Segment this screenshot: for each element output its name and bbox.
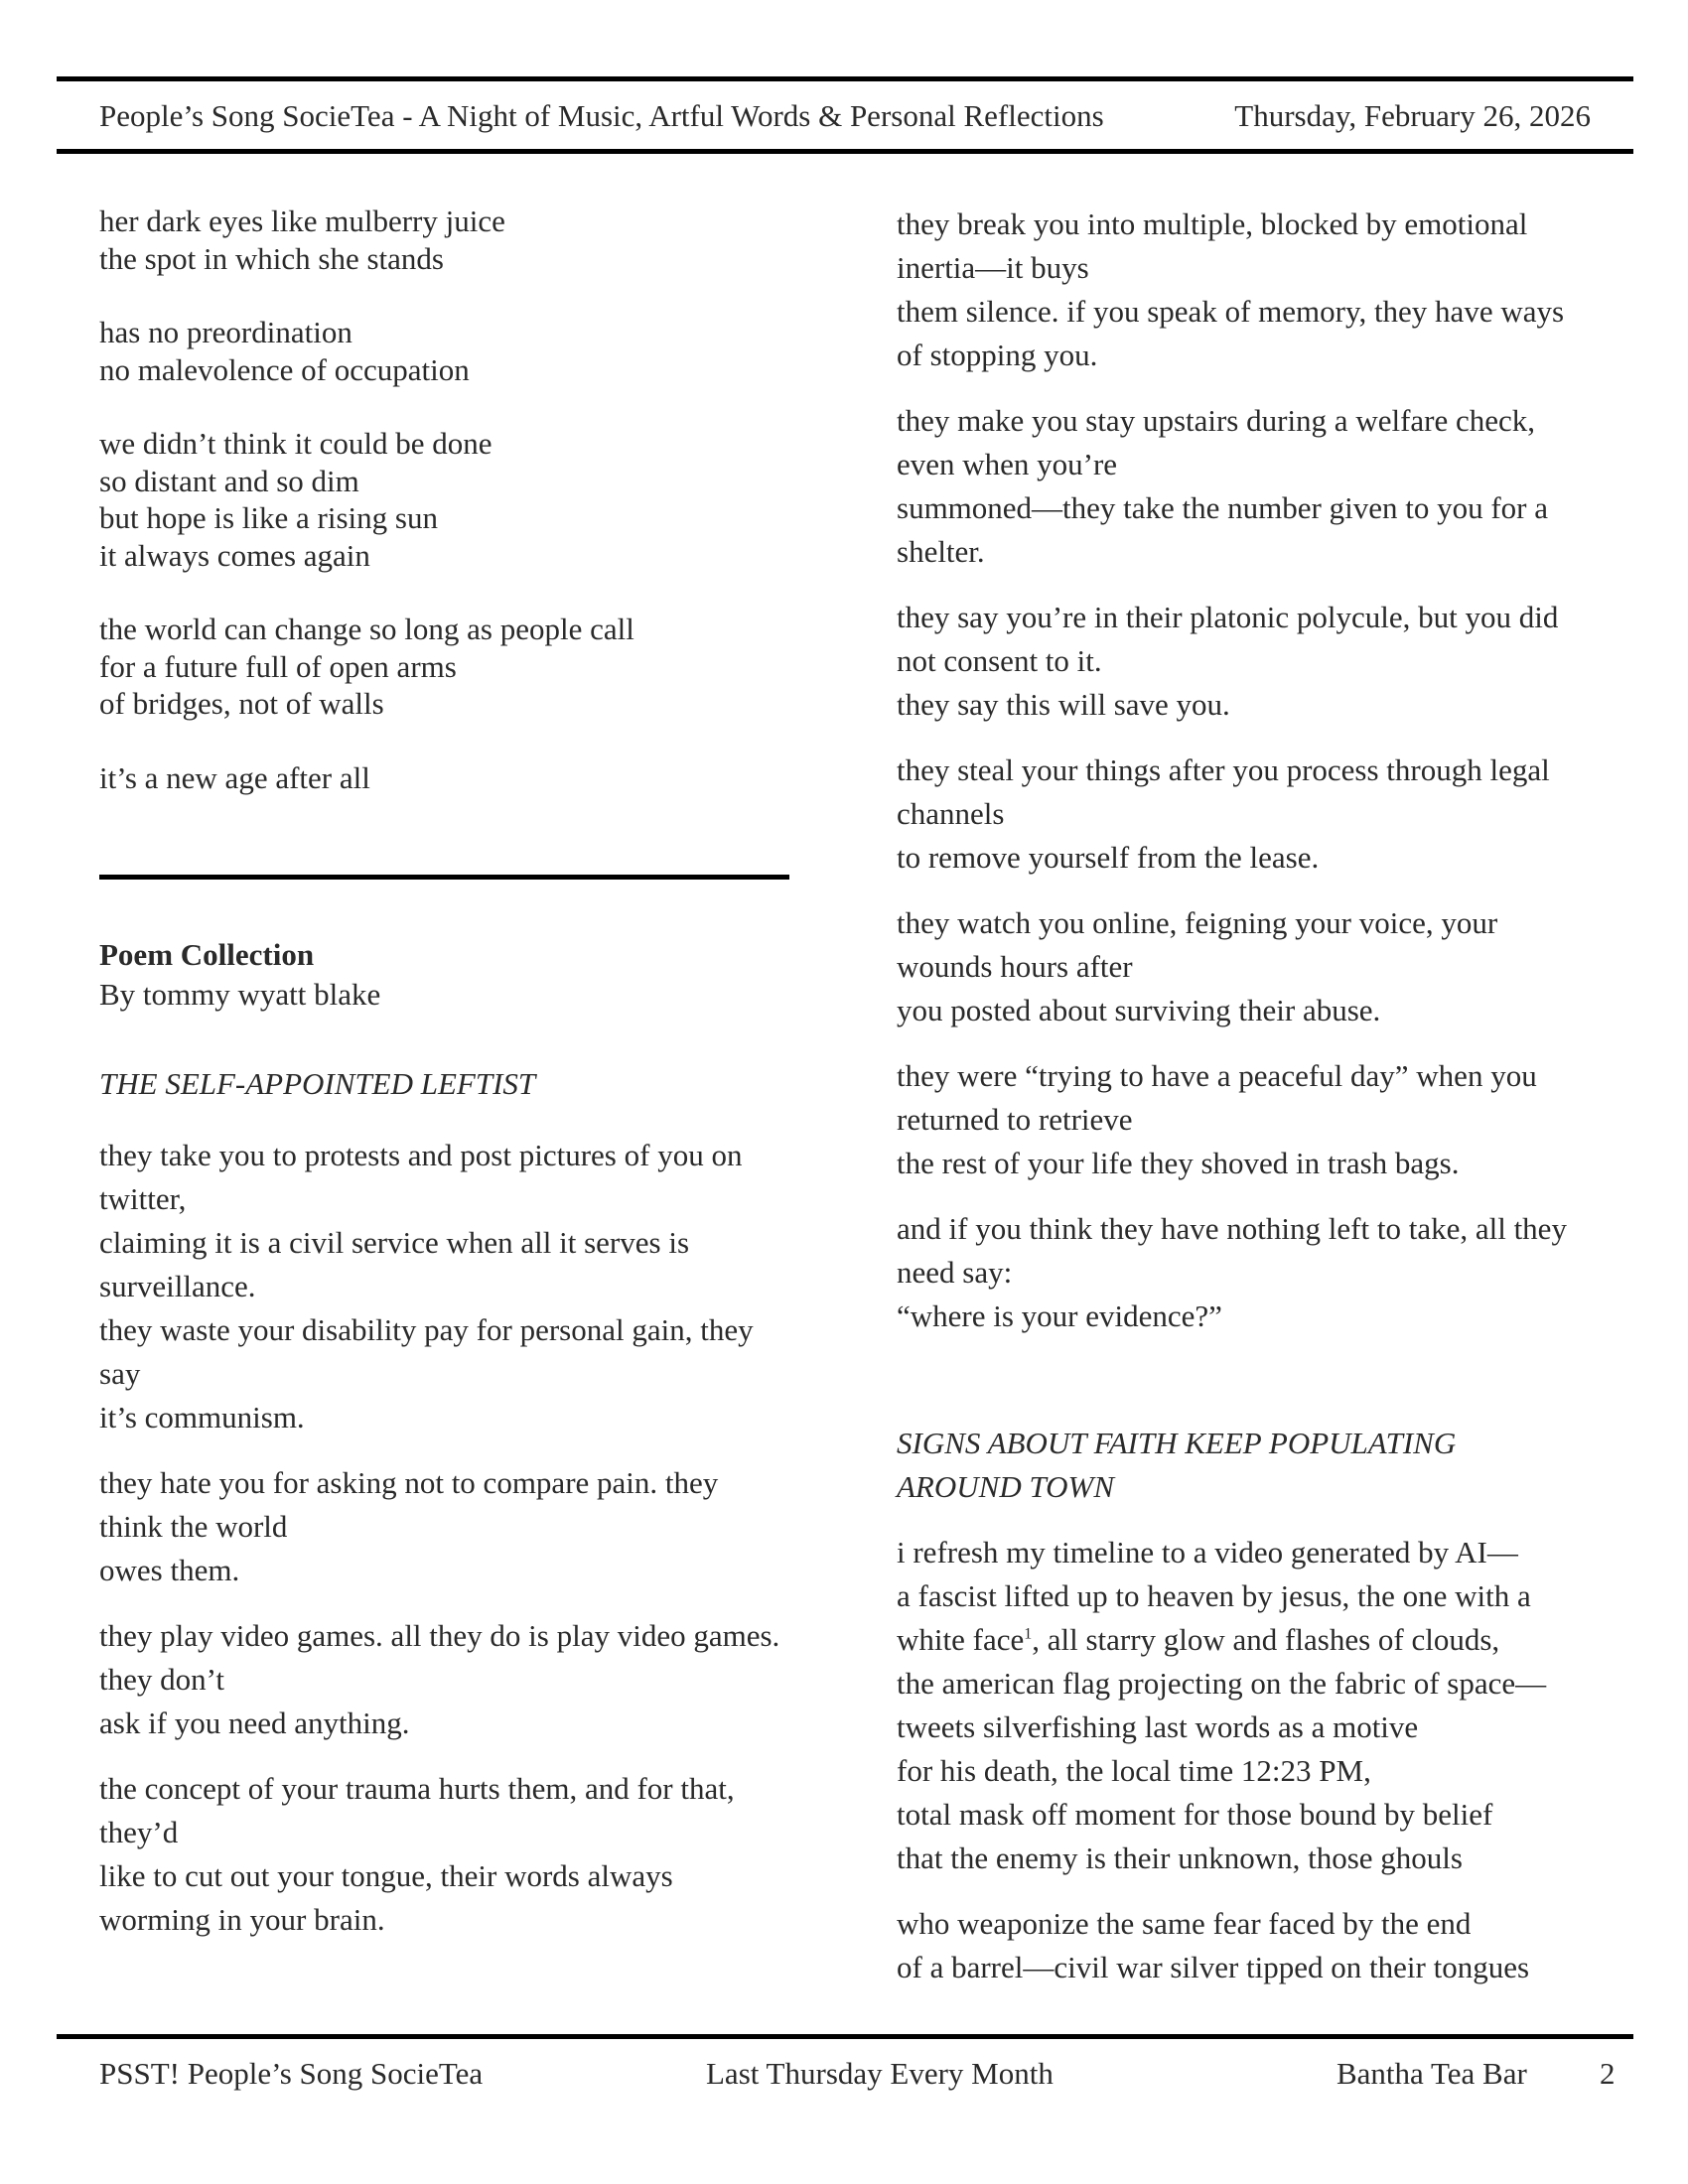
poem-title: THE SELF-APPOINTED LEFTIST: [99, 1066, 536, 1101]
stanza: [897, 399, 1592, 574]
poem-line: they watch you online, feigning your voice, your: [897, 905, 1498, 940]
poem-line: the concept of your trauma hurts them, and for that,: [99, 1771, 735, 1806]
poem-line: they say you’re in their platonic polycule, but you did: [897, 600, 1559, 634]
poem-title-line: AROUND TOWN: [897, 1469, 1115, 1504]
byline: By tommy wyatt blake: [99, 977, 381, 1012]
poem-line: summoned—they take the number given to you for a: [897, 490, 1549, 525]
poem-title: [897, 1422, 1592, 1509]
poem-line: they hate you for asking not to compare pain. they: [99, 1465, 719, 1500]
stanza: [897, 749, 1592, 880]
poem-line: for a future full of open arms: [99, 648, 457, 684]
footer-center: Last Thursday Every Month: [706, 2056, 1054, 2091]
poem-line: and if you think they have nothing left to take, all they: [897, 1211, 1567, 1246]
poem-line: no malevolence of occupation: [99, 351, 470, 387]
poem-line: “where is your evidence?”: [897, 1298, 1222, 1333]
poem-line: total mask off moment for those bound by belief: [897, 1797, 1493, 1832]
poem-line: they steal your things after you process through legal: [897, 752, 1550, 787]
poem-line: they waste your disability pay for personal gain, they: [99, 1312, 754, 1347]
stanza: [99, 1461, 794, 1592]
poem-line: owes them.: [99, 1553, 240, 1587]
poem-line: returned to retrieve: [897, 1102, 1133, 1137]
poem-line: it’s a new age after all: [99, 759, 370, 795]
poem-line: the rest of your life they shoved in trash bags.: [897, 1146, 1460, 1180]
poem-line: white face$^1$, all starry glow and flashes of clouds,: [897, 1622, 1500, 1657]
page-number: 2: [1600, 2056, 1616, 2091]
stanza: [897, 1902, 1592, 1989]
poem-line: claiming it is a civil service when all it serves is: [99, 1225, 690, 1260]
left-column: [99, 203, 794, 1964]
stanza: [99, 759, 794, 797]
poem-line: inertia—it buys: [897, 250, 1089, 285]
header-top-rule: [57, 76, 1633, 81]
header-date: Thursday, February 26, 2026: [1234, 98, 1591, 133]
poem-line: say: [99, 1356, 141, 1391]
poem-line: the world can change so long as people call: [99, 612, 634, 646]
poem-line: they’d: [99, 1815, 179, 1849]
header-bottom-rule: [57, 149, 1633, 154]
poem-line: need say:: [897, 1255, 1013, 1290]
poem-body-left: [99, 1134, 794, 1942]
stanza: [897, 1207, 1592, 1338]
poem-line: for his death, the local time 12:23 PM,: [897, 1753, 1371, 1788]
stanza: [99, 611, 794, 723]
stanza: [99, 425, 794, 574]
footnote-marker: 1: [1024, 1625, 1033, 1643]
poem-line: her dark eyes like mulberry juice: [99, 204, 505, 238]
poem-line: them silence. if you speak of memory, they have ways: [897, 294, 1565, 329]
stanza: [99, 314, 794, 388]
poem-body-right: [897, 203, 1592, 1338]
poem-line: not consent to it.: [897, 643, 1102, 678]
poem-line: they don’t: [99, 1662, 224, 1697]
poem-line: that the enemy is their unknown, those ghouls: [897, 1841, 1463, 1875]
poem-line: they say this will save you.: [897, 687, 1230, 722]
header-title: People’s Song SocieTea - A Night of Music, Artful Words & Personal Reflections: [99, 98, 1104, 133]
stanza: [897, 203, 1592, 377]
poem-line: they play video games. all they do is play video games.: [99, 1618, 780, 1653]
stanza: [897, 596, 1592, 727]
poem-line: they break you into multiple, blocked by emotional: [897, 206, 1528, 241]
poem-line: to remove yourself from the lease.: [897, 840, 1320, 875]
footer-venue: Bantha Tea Bar: [1336, 2056, 1527, 2091]
poem-line: of stopping you.: [897, 338, 1098, 372]
right-column: [897, 203, 1592, 2011]
poem-line: wounds hours after: [897, 949, 1133, 984]
poem-line: the spot in which she stands: [99, 240, 444, 276]
poem-line: surveillance.: [99, 1269, 256, 1303]
poem-line: channels: [897, 796, 1005, 831]
poem-line: the american flag projecting on the fabric of space—: [897, 1666, 1547, 1701]
poem-line: of bridges, not of walls: [99, 686, 384, 721]
poem-line: you posted about surviving their abuse.: [897, 993, 1381, 1027]
poem-line: it always comes again: [99, 537, 370, 573]
stanza: [99, 203, 794, 277]
stanza: [897, 1054, 1592, 1185]
footer-rule: [57, 2034, 1633, 2039]
poem-line: i refresh my timeline to a video generated by AI—: [897, 1535, 1518, 1570]
opening-poem: [99, 203, 794, 796]
poem-line: a fascist lifted up to heaven by jesus, the one with a: [897, 1578, 1531, 1613]
stanza: [99, 1134, 794, 1439]
poem-line: tweets silverfishing last words as a motive: [897, 1709, 1419, 1744]
poem-line: it’s communism.: [99, 1400, 305, 1434]
poem-line: but hope is like a rising sun: [99, 500, 438, 535]
poem-line: they take you to protests and post pictures of you on: [99, 1138, 743, 1172]
poem-line: they make you stay upstairs during a welfare check,: [897, 403, 1536, 438]
poem-line: twitter,: [99, 1181, 187, 1216]
section-heading: Poem Collection: [99, 937, 315, 972]
stanza: [897, 901, 1592, 1032]
poem-line: worming in your brain.: [99, 1902, 385, 1937]
stanza: [897, 1531, 1592, 1880]
poem-line: ask if you need anything.: [99, 1706, 410, 1740]
poem-line: even when you’re: [897, 447, 1118, 481]
poem-line: shelter.: [897, 534, 985, 569]
poem-line: they were “trying to have a peaceful day” when you: [897, 1058, 1537, 1093]
poem-title-line: SIGNS ABOUT FAITH KEEP POPULATING: [897, 1426, 1457, 1460]
poem-line: we didn’t think it could be done: [99, 426, 492, 461]
poem-line: think the world: [99, 1509, 288, 1544]
stanza: [99, 1767, 794, 1942]
poem-line: has no preordination: [99, 315, 352, 349]
footer-left: PSST! People’s Song SocieTea: [99, 2056, 484, 2091]
stanza: [99, 1614, 794, 1745]
poem-line: of a barrel—civil war silver tipped on their tongues: [897, 1950, 1530, 1984]
poem-line: who weaponize the same fear faced by the end: [897, 1906, 1472, 1941]
poem-line: so distant and so dim: [99, 463, 359, 498]
poem-line: like to cut out your tongue, their words always: [99, 1858, 673, 1893]
